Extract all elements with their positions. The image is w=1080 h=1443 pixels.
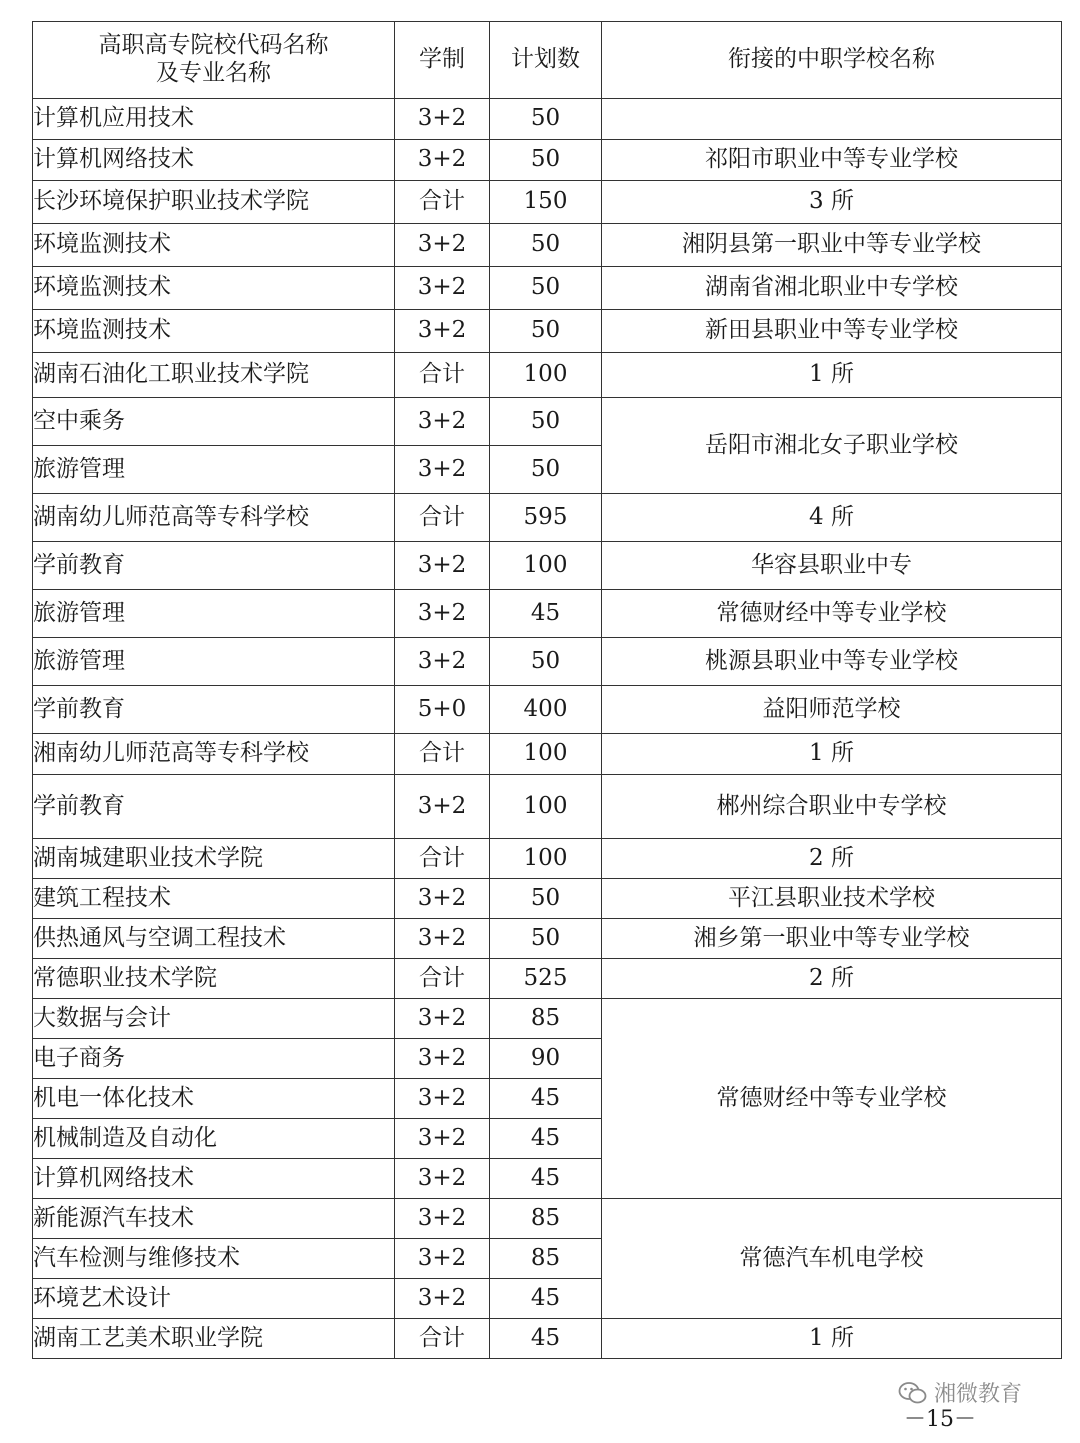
cell-school: 益阳师范学校 [602, 686, 1062, 734]
cell-school: 常德财经中等专业学校 [602, 590, 1062, 638]
cell-name: 计算机应用技术 [33, 99, 395, 140]
cell-school: 1 所 [602, 353, 1062, 398]
cell-system: 合计 [395, 959, 490, 999]
enrollment-plan-table [32, 21, 1062, 1359]
cell-system: 3+2 [395, 919, 490, 959]
cell-system: 3+2 [395, 775, 490, 839]
table-row [33, 310, 1062, 353]
table-row [33, 181, 1062, 224]
cell-name: 湘南幼儿师范高等专科学校 [33, 734, 395, 775]
cell-count: 50 [490, 224, 602, 267]
table-row [33, 734, 1062, 775]
cell-count: 45 [490, 1159, 602, 1199]
cell-count: 100 [490, 353, 602, 398]
cell-name: 旅游管理 [33, 446, 395, 494]
cell-school: 3 所 [602, 181, 1062, 224]
cell-system: 3+2 [395, 1119, 490, 1159]
cell-system: 5+0 [395, 686, 490, 734]
cell-count: 50 [490, 446, 602, 494]
table-row [33, 398, 1062, 446]
cell-count: 45 [490, 1279, 602, 1319]
cell-system: 3+2 [395, 638, 490, 686]
cell-count: 45 [490, 1079, 602, 1119]
table-row [33, 999, 1062, 1039]
cell-name: 环境监测技术 [33, 310, 395, 353]
table-row [33, 1199, 1062, 1239]
header-plan-count: 计划数 [490, 22, 602, 99]
cell-school: 华容县职业中专 [602, 542, 1062, 590]
table-row [33, 879, 1062, 919]
cell-name: 大数据与会计 [33, 999, 395, 1039]
cell-count: 595 [490, 494, 602, 542]
cell-school: 祁阳市职业中等专业学校 [602, 140, 1062, 181]
wechat-icon [898, 1381, 928, 1405]
cell-name: 环境监测技术 [33, 267, 395, 310]
cell-system: 合计 [395, 494, 490, 542]
cell-school: 新田县职业中等专业学校 [602, 310, 1062, 353]
cell-count: 50 [490, 638, 602, 686]
cell-name: 环境艺术设计 [33, 1279, 395, 1319]
cell-school: 常德汽车机电学校 [602, 1199, 1062, 1319]
cell-system: 3+2 [395, 446, 490, 494]
cell-name: 空中乘务 [33, 398, 395, 446]
cell-name: 旅游管理 [33, 638, 395, 686]
table-row [33, 686, 1062, 734]
cell-count: 400 [490, 686, 602, 734]
cell-school: 2 所 [602, 959, 1062, 999]
cell-count: 50 [490, 140, 602, 181]
cell-school: 2 所 [602, 839, 1062, 879]
cell-system: 3+2 [395, 99, 490, 140]
cell-count: 100 [490, 775, 602, 839]
cell-name: 汽车检测与维修技术 [33, 1239, 395, 1279]
cell-school: 湘乡第一职业中等专业学校 [602, 919, 1062, 959]
cell-name: 学前教育 [33, 542, 395, 590]
table-row [33, 353, 1062, 398]
cell-name: 计算机网络技术 [33, 1159, 395, 1199]
cell-system: 3+2 [395, 1239, 490, 1279]
cell-system: 合计 [395, 1319, 490, 1359]
table-row [33, 919, 1062, 959]
cell-system: 3+2 [395, 224, 490, 267]
cell-system: 3+2 [395, 1079, 490, 1119]
cell-count: 45 [490, 590, 602, 638]
cell-count: 50 [490, 879, 602, 919]
cell-name: 环境监测技术 [33, 224, 395, 267]
cell-count: 90 [490, 1039, 602, 1079]
cell-school: 1 所 [602, 1319, 1062, 1359]
cell-name: 湖南幼儿师范高等专科学校 [33, 494, 395, 542]
cell-count: 50 [490, 310, 602, 353]
cell-system: 合计 [395, 839, 490, 879]
cell-system: 3+2 [395, 1199, 490, 1239]
cell-system: 3+2 [395, 140, 490, 181]
cell-count: 85 [490, 1239, 602, 1279]
cell-school: 桃源县职业中等专业学校 [602, 638, 1062, 686]
cell-name: 长沙环境保护职业技术学院 [33, 181, 395, 224]
cell-school: 常德财经中等专业学校 [602, 999, 1062, 1199]
cell-count: 45 [490, 1319, 602, 1359]
table-row [33, 542, 1062, 590]
table-header-row [33, 22, 1062, 99]
cell-name: 学前教育 [33, 775, 395, 839]
watermark-text: 湘微教育 [934, 1382, 1023, 1407]
cell-school: 郴州综合职业中专学校 [602, 775, 1062, 839]
cell-school: 湖南省湘北职业中专学校 [602, 267, 1062, 310]
cell-system: 3+2 [395, 398, 490, 446]
cell-count: 100 [490, 734, 602, 775]
cell-count: 150 [490, 181, 602, 224]
table-row [33, 1319, 1062, 1359]
cell-count: 45 [490, 1119, 602, 1159]
cell-system: 3+2 [395, 879, 490, 919]
cell-system: 3+2 [395, 310, 490, 353]
cell-name: 建筑工程技术 [33, 879, 395, 919]
cell-name: 旅游管理 [33, 590, 395, 638]
cell-count: 85 [490, 999, 602, 1039]
table-row [33, 638, 1062, 686]
cell-system: 合计 [395, 734, 490, 775]
cell-name: 机械制造及自动化 [33, 1119, 395, 1159]
cell-system: 3+2 [395, 1159, 490, 1199]
cell-count: 50 [490, 267, 602, 310]
cell-system: 3+2 [395, 999, 490, 1039]
cell-system: 3+2 [395, 267, 490, 310]
cell-system: 3+2 [395, 590, 490, 638]
cell-school: 湘阴县第一职业中等专业学校 [602, 224, 1062, 267]
cell-count: 50 [490, 919, 602, 959]
cell-school: 4 所 [602, 494, 1062, 542]
table-row [33, 99, 1062, 140]
cell-name: 电子商务 [33, 1039, 395, 1079]
table-row [33, 839, 1062, 879]
table-row [33, 224, 1062, 267]
cell-school [602, 99, 1062, 140]
header-system: 学制 [395, 22, 490, 99]
cell-name: 新能源汽车技术 [33, 1199, 395, 1239]
table-row [33, 590, 1062, 638]
table-row [33, 140, 1062, 181]
cell-count: 50 [490, 398, 602, 446]
cell-school: 1 所 [602, 734, 1062, 775]
cell-name: 机电一体化技术 [33, 1079, 395, 1119]
table-row [33, 775, 1062, 839]
header-college-major: 高职高专院校代码名称 及专业名称 [33, 22, 395, 99]
cell-system: 合计 [395, 181, 490, 224]
cell-system: 3+2 [395, 1279, 490, 1319]
table-row [33, 959, 1062, 999]
cell-system: 3+2 [395, 1039, 490, 1079]
cell-name: 湖南工艺美术职业学院 [33, 1319, 395, 1359]
cell-name: 学前教育 [33, 686, 395, 734]
cell-count: 85 [490, 1199, 602, 1239]
cell-count: 100 [490, 542, 602, 590]
cell-name: 供热通风与空调工程技术 [33, 919, 395, 959]
cell-name: 湖南城建职业技术学院 [33, 839, 395, 879]
cell-name: 常德职业技术学院 [33, 959, 395, 999]
cell-name: 湖南石油化工职业技术学院 [33, 353, 395, 398]
cell-name: 计算机网络技术 [33, 140, 395, 181]
cell-system: 合计 [395, 353, 490, 398]
table-row [33, 267, 1062, 310]
header-linked-school: 衔接的中职学校名称 [602, 22, 1062, 99]
cell-school: 岳阳市湘北女子职业学校 [602, 398, 1062, 494]
cell-count: 100 [490, 839, 602, 879]
page-number: －15－ [904, 1407, 976, 1432]
table-row [33, 494, 1062, 542]
cell-count: 525 [490, 959, 602, 999]
cell-count: 50 [490, 99, 602, 140]
cell-system: 3+2 [395, 542, 490, 590]
cell-school: 平江县职业技术学校 [602, 879, 1062, 919]
